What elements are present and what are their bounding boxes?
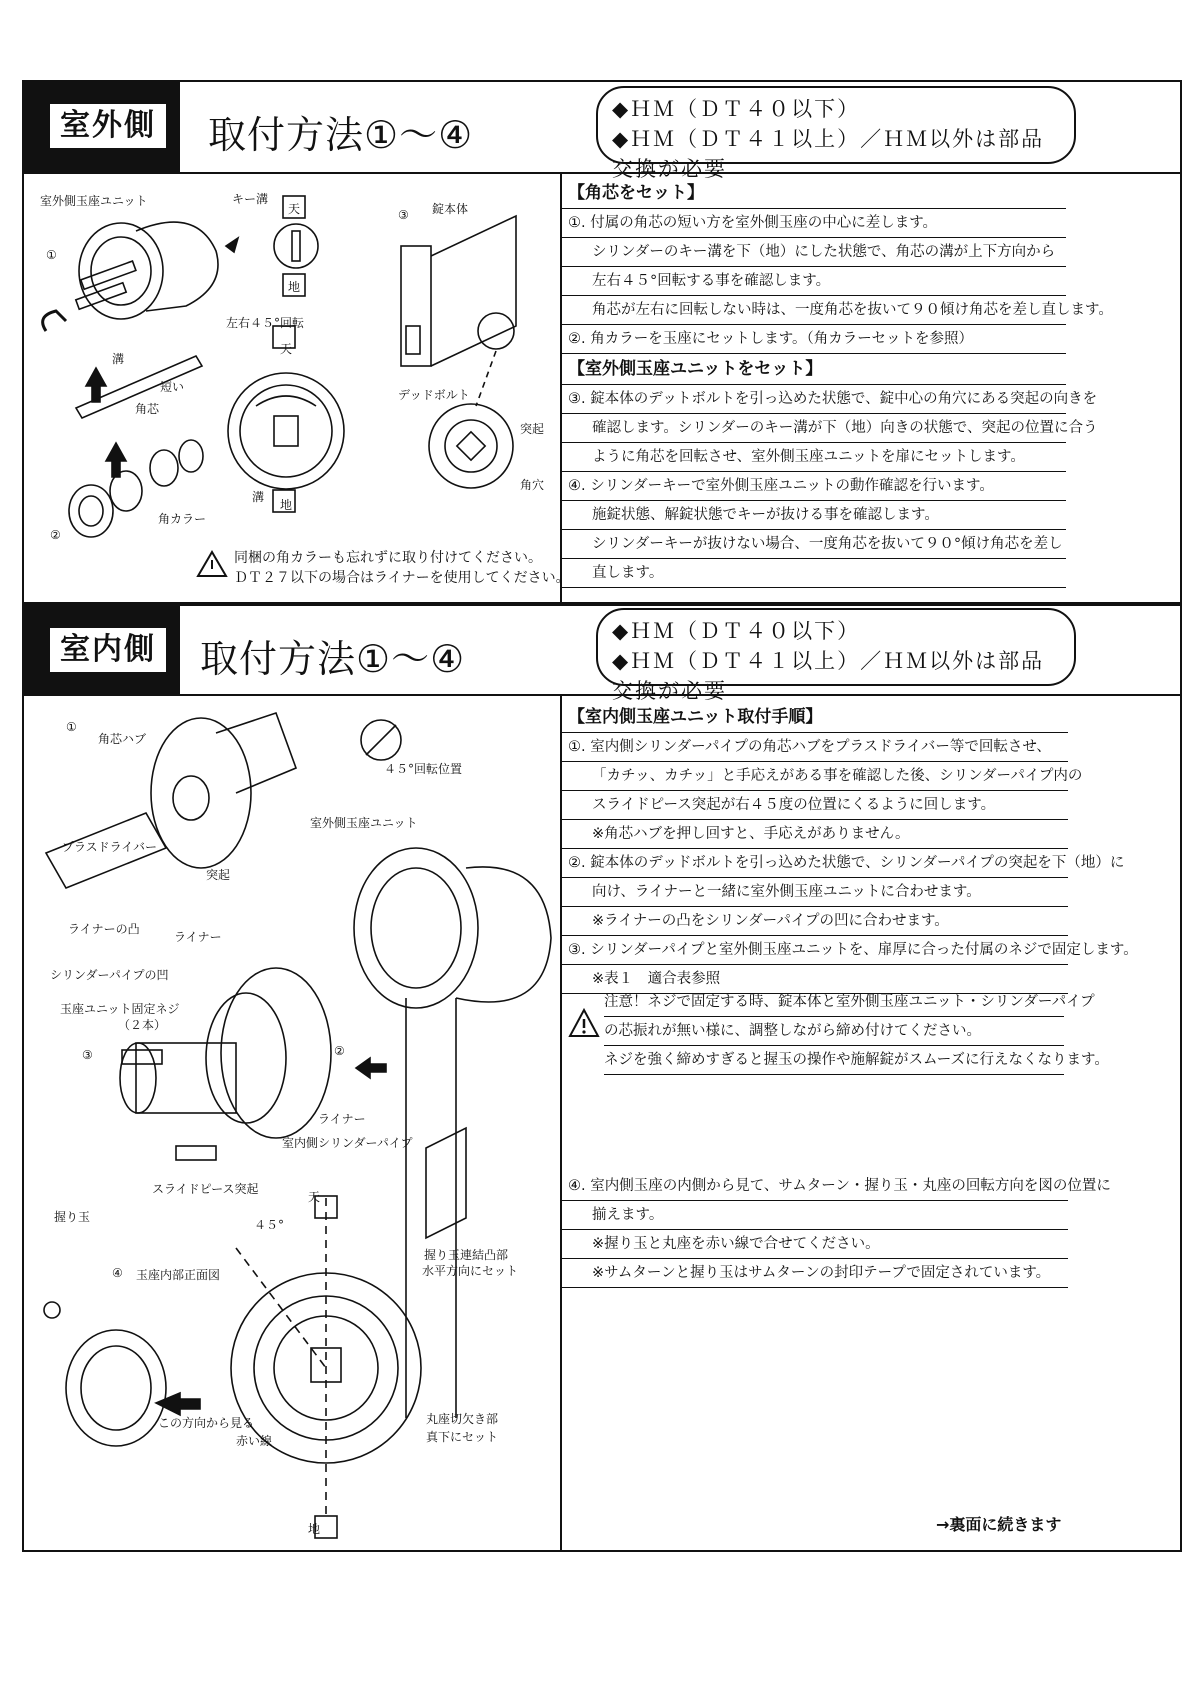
spec-line-2: ◆ＨＭ（ＤＴ４１以上）／ＨＭ以外は部品交換が必要: [612, 127, 1045, 181]
instruction-row: ②. 錠本体のデッドボルトを引っ込めた状態で、シリンダーパイプの突起を下（地）に: [562, 849, 1068, 878]
label-collar: 角カラー: [158, 512, 207, 526]
outdoor-knob-drawing: [76, 222, 218, 319]
label-step-4b: ④: [112, 1266, 123, 1280]
instruction-row: ※ライナーの凸をシリンダーパイプの凹に合わせます。: [562, 907, 1068, 936]
instruction-row: ③. シリンダーパイプと室外側玉座ユニットを、扉厚に合った付属のネジで固定します。: [562, 936, 1068, 965]
spec-line-1: ◆ＨＭ（ＤＴ４０以下）: [612, 97, 861, 121]
label-knob: 握り玉: [54, 1210, 91, 1224]
label-screwdriver: プラスドライバー: [62, 840, 158, 854]
label-link: 握り玉連結凸部: [424, 1248, 509, 1262]
outdoor-warning-1: 同梱の角カラーも忘れずに取り付けてください。: [234, 550, 542, 566]
outdoor-diagram: [26, 176, 558, 600]
label-step-2b: ②: [334, 1044, 345, 1058]
label-step-1b: ①: [66, 720, 77, 734]
outdoor-instructions: [562, 178, 1113, 588]
label-two: （２本）: [118, 1018, 167, 1032]
instruction-row: ①. 付属の角芯の短い方を室外側玉座の中心に差します。: [562, 209, 1066, 238]
label-chi-2: 地: [280, 498, 293, 512]
instruction-row: ①. 室内側シリンダーパイプの角芯ハブをプラスドライバー等で回転させ、: [562, 733, 1068, 762]
instruction-row: 確認します。シリンダーのキー溝が下（地）向きの状態で、突起の位置に合う: [562, 414, 1066, 443]
label-deg45: ４５°: [254, 1218, 285, 1232]
label-fix-screw: 玉座ユニット固定ネジ: [60, 1002, 180, 1016]
indoor-tag: 室内側: [48, 626, 168, 674]
instruction-row: 向け、ライナーと一緒に室外側玉座ユニットに合わせます。: [562, 878, 1068, 907]
indoor-spec-box: [596, 608, 1076, 703]
spec-line-2: ◆ＨＭ（ＤＴ４１以上）／ＨＭ以外は部品交換が必要: [612, 649, 1045, 703]
instruction-row: ※表１ 適合表参照: [562, 965, 1068, 994]
label-chi-3: 地: [308, 1522, 321, 1536]
label-pipe-recess: シリンダーパイプの凹: [50, 968, 169, 982]
label-liner-bump: ライナーの凸: [68, 922, 140, 936]
caution-icon: [568, 1008, 600, 1038]
label-rotate: 左右４５°回転: [226, 316, 305, 330]
instruction-row: ※サムターンと握り玉はサムターンの封印テープで固定されています。: [562, 1259, 1068, 1288]
instruction-row: ③. 錠本体のデットボルトを引っ込めた状態で、錠中心の角穴にある突起の向きを: [562, 385, 1066, 414]
instruction-row: ※握り玉と丸座を赤い線で合せてください。: [562, 1230, 1068, 1259]
instruction-row: 揃えます。: [562, 1201, 1068, 1230]
label-view-dir: この方向から見る: [158, 1416, 255, 1430]
indoor-instructions: [562, 702, 1138, 994]
indoor-instructions-step4: [562, 1172, 1111, 1288]
instruction-row: 「カチッ、カチッ」と手応えがある事を確認した後、シリンダーパイプ内の: [562, 762, 1068, 791]
label-red-line: 赤い線: [236, 1434, 273, 1448]
label-slide: スライドピース突起: [152, 1182, 259, 1196]
label-liner: ライナー: [174, 930, 222, 944]
label-chi-1: 地: [288, 280, 301, 294]
caution-line: の芯振れが無い様に、調整しながら締め付けてください。: [604, 1017, 1064, 1046]
outdoor-tag-block: [24, 82, 180, 172]
label-step-3: ③: [398, 208, 409, 222]
label-step-3b: ③: [82, 1048, 93, 1062]
label-deadbolt: デッドボルト: [398, 388, 470, 402]
label-front-view: 玉座内部正面図: [136, 1268, 221, 1282]
indoor-heading: 【室内側玉座ユニット取付手順】: [562, 702, 1068, 733]
caution-line: ネジを強く締めすぎると握玉の操作や施解錠がスムーズに行えなくなります。: [604, 1046, 1064, 1075]
cylinder-pipe-drawing: [46, 713, 296, 888]
label-ten-1: 天: [288, 202, 301, 216]
instruction-row: スライドピース突起が右４５度の位置にくるように回します。: [562, 791, 1068, 820]
instruction-row: ※角芯ハブを押し回すと、手応えがありません。: [562, 820, 1068, 849]
instruction-row: ように角芯を回転させ、室外側玉座ユニットを扉にセットします。: [562, 443, 1066, 472]
instruction-row: ④. シリンダーキーで室外側玉座ユニットの動作確認を行います。: [562, 472, 1066, 501]
label-notch: 丸座切欠き部: [426, 1412, 499, 1426]
indoor-tag-block: [24, 606, 180, 694]
label-inner-pipe: 室内側シリンダーパイプ: [282, 1136, 413, 1150]
label-rot45: ４５°回転位置: [384, 762, 463, 776]
outdoor-heading-a: 【角芯をセット】: [562, 178, 1066, 209]
label-step-1: ①: [46, 248, 57, 262]
instruction-row: シリンダーのキー溝を下（地）にした状態で、角芯の溝が上下方向から: [562, 238, 1066, 267]
instruction-row: 左右４５°回転する事を確認します。: [562, 267, 1066, 296]
outdoor-spec-box: [596, 86, 1076, 181]
label-short: 短い: [160, 380, 185, 394]
label-liner-2: ライナー: [318, 1112, 366, 1126]
label-step-2: ②: [50, 528, 61, 542]
outdoor-title: 取付方法①〜④: [208, 113, 474, 157]
instruction-row: ②. 角カラーを玉座にセットします。（角カラーセットを参照）: [562, 325, 1066, 354]
caution-line: 注意！ネジで固定する時、錠本体と室外側玉座ユニット・シリンダーパイプ: [604, 988, 1064, 1017]
instruction-row: 直します。: [562, 559, 1066, 588]
caution-block: [604, 988, 1109, 1075]
outdoor-warning-2: ＤＴ２７以下の場合はライナーを使用してください。: [234, 570, 570, 586]
label-unit: 室外側玉座ユニット: [40, 194, 148, 208]
label-groove: 溝: [112, 352, 125, 366]
outdoor-heading-b: 【室外側玉座ユニットをセット】: [562, 354, 1066, 385]
instruction-row: 角芯が左右に回転しない時は、一度角芯を抜いて９０傾け角芯を差し直します。: [562, 296, 1066, 325]
label-groove-2: 溝: [252, 490, 265, 504]
indoor-title: 取付方法①〜④: [200, 637, 466, 681]
label-lock-body: 錠本体: [432, 202, 469, 216]
label-ten-3: 天: [308, 1190, 321, 1204]
instruction-row: 施錠状態、解錠状態でキーが抜ける事を確認します。: [562, 501, 1066, 530]
label-protrusion: 突起: [520, 422, 545, 436]
label-square-core: 角芯: [135, 402, 160, 416]
label-ten-2: 天: [280, 342, 293, 356]
label-below: 真下にセット: [426, 1430, 499, 1444]
instruction-row: ④. 室内側玉座の内側から見て、サムターン・握り玉・丸座の回転方向を図の位置に: [562, 1172, 1068, 1201]
label-key-groove: キー溝: [232, 192, 269, 206]
continue-note: →裏面に続きます: [936, 1515, 1062, 1534]
outdoor-tag: 室外側: [48, 102, 168, 150]
label-protrusion-2: 突起: [206, 868, 231, 882]
spec-line-1: ◆ＨＭ（ＤＴ４０以下）: [612, 619, 861, 643]
instruction-row: シリンダーキーが抜けない場合、一度角芯を抜いて９０°傾け角芯を差し: [562, 530, 1066, 559]
label-hub: 角芯ハブ: [98, 732, 147, 746]
label-unit-2: 室外側玉座ユニット: [310, 816, 418, 830]
label-square-hole: 角穴: [520, 478, 545, 492]
label-horizontal: 水平方向にセット: [422, 1264, 519, 1278]
